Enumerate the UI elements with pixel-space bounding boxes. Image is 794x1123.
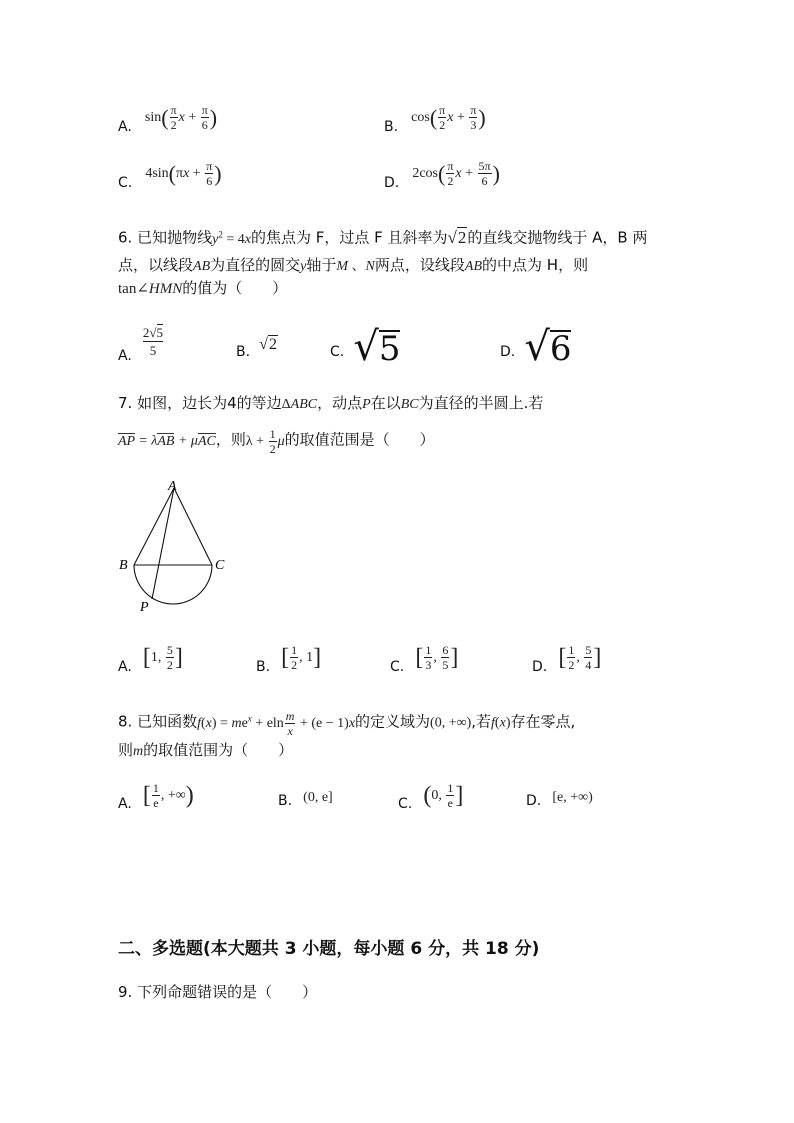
option-label: A. bbox=[118, 118, 132, 135]
option-math: sin( $\frac{\pi}{2}$ x + $\frac{\pi}{6}$ ) bbox=[144, 103, 218, 132]
q8-option-d: D. [e, +∞) bbox=[526, 790, 593, 809]
option-label: C. bbox=[118, 174, 133, 191]
q7-line-1: 7. 如图，边长为4的等边ΔABC，动点P在以BC为直径的半圆上.若 bbox=[118, 394, 544, 412]
option-label: D. bbox=[384, 174, 400, 191]
q6-line-1: 6. 已知抛物线$y^2 = 4x$的焦点为 F，过点 F 且斜率为√2的直线交抛物线于 A，B 两 bbox=[118, 227, 648, 247]
q7-option-d: D. [ $\frac{1}{2}$ , $\frac{5}{4}$ ] bbox=[532, 643, 602, 675]
q6-line-3: tan∠HMN的值为（ ） bbox=[118, 279, 288, 297]
q6-line-2: 点，以线段AB为直径的圆交y轴于M 、N两点，设线段AB的中点为 H，则 bbox=[118, 256, 589, 274]
q5-option-d bbox=[384, 159, 500, 191]
question-number: 9. bbox=[118, 983, 133, 1001]
math-vector-eq: AP = λAB + μAC bbox=[118, 433, 216, 449]
q6-option-d: D. √6 bbox=[500, 324, 572, 370]
q8-line-1: 8. 已知函数$f(x) = me^x + eln$ $\frac{m}{x}$ + (e − 1)x的定义域为(0, +∞),若f(x)存在零点, bbox=[118, 708, 576, 738]
segment-ap bbox=[152, 488, 174, 599]
option-math: cos( $\frac{\pi}{2}$ x + $\frac{\pi}{3}$ ) bbox=[411, 103, 486, 132]
option-math: 2cos( $\frac{\pi}{2}$ x + $\frac{5\pi}{6}$ ) bbox=[412, 159, 500, 188]
q7-figure bbox=[112, 474, 242, 620]
math-parabola: $y^2 = 4x$ bbox=[212, 229, 251, 247]
q7-option-c: C. [ $\frac{1}{3}$ , $\frac{6}{5}$ ] bbox=[390, 643, 459, 675]
q7-option-b: B. [ $\frac{1}{2}$ , 1] bbox=[256, 643, 322, 675]
q5-option-b bbox=[384, 103, 486, 135]
option-math: 4sin(πx + $\frac{\pi}{6}$ ) bbox=[145, 159, 222, 188]
question-number: 7. bbox=[118, 394, 133, 412]
figure-label-c: C bbox=[215, 558, 225, 573]
q8-option-c: C. (0, $\frac{1}{e}$ ] bbox=[398, 781, 464, 812]
q6-option-b: B. √2 bbox=[236, 336, 277, 360]
question-number: 6. bbox=[118, 228, 133, 247]
q5-option-c bbox=[118, 159, 222, 191]
option-label: B. bbox=[384, 118, 399, 135]
q7-line-2: AP = λAB + μAC，则λ + $\frac{1}{2}$ μ的取值范围是（ ） bbox=[118, 427, 435, 456]
q8-option-b: B. (0, e] bbox=[278, 790, 333, 809]
q8-line-2: 则m的取值范围为（ ） bbox=[118, 741, 294, 759]
q8-option-a: A. [ $\frac{1}{e}$ , +∞) bbox=[118, 781, 194, 812]
math-function: $f(x) = me^x + eln$ $\frac{m}{x}$ + (e − 1)x bbox=[197, 708, 356, 738]
q6-option-a: A. $\frac{2√5}{5}$ bbox=[118, 325, 164, 364]
q9-line: 9. 下列命题错误的是（ ） bbox=[118, 983, 318, 1001]
figure-label-a: A bbox=[168, 479, 177, 494]
figure-label-p: P bbox=[140, 600, 149, 615]
segment-ab bbox=[134, 488, 174, 565]
section-heading: 二、多选题(本大题共 3 小题，每小题 6 分，共 18 分) bbox=[118, 939, 540, 959]
math-sqrt2: √2 bbox=[447, 227, 467, 247]
figure-label-b: B bbox=[119, 558, 128, 573]
q5-option-a bbox=[118, 103, 218, 135]
semicircle bbox=[134, 565, 212, 604]
q6-option-c: C. √5 bbox=[330, 324, 401, 370]
segment-ac bbox=[174, 488, 212, 565]
q7-option-a: A. [1, $\frac{5}{2}$ ] bbox=[118, 643, 183, 675]
question-number: 8. bbox=[118, 712, 133, 731]
math-tan-hmn: tan∠HMN bbox=[118, 281, 183, 297]
